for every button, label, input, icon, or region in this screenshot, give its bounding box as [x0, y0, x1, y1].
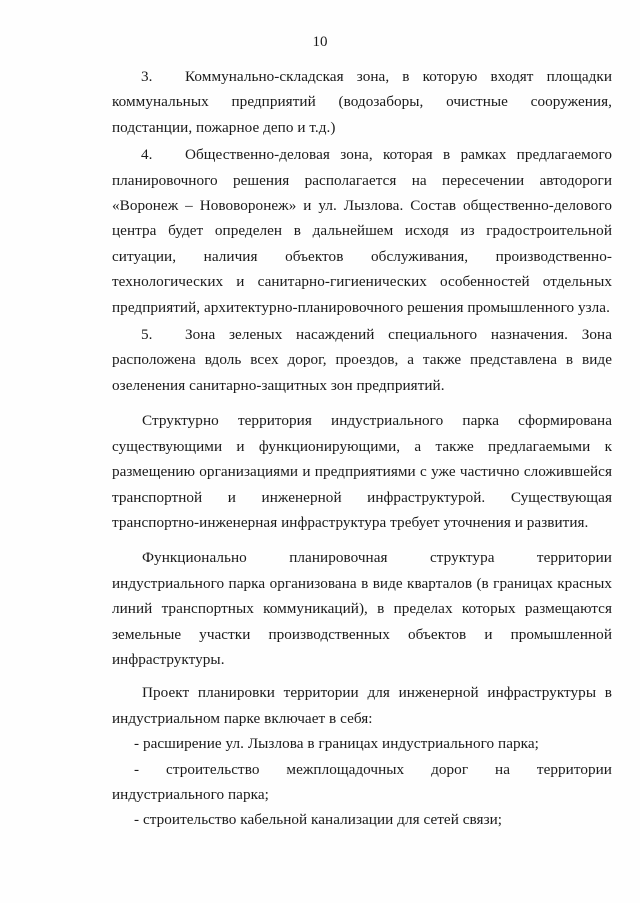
bullet-item: - строительство межплощадочных дорог на территории индустриального парка;	[112, 760, 612, 803]
paragraph-functional: Функционально планировочная структура территории индустриального парка организована в виде кварталов (в границах красных линий транспортных коммуникаций), в пределах которых размещаются земельные участки производственных объектов и промышленной инфраструктуры.	[112, 549, 612, 668]
bullet-item: - расширение ул. Лызлова в границах индустриального парка;	[134, 735, 539, 753]
list-item-number: 4.	[141, 146, 153, 164]
bullet-item: - строительство кабельной канализации для сетей связи;	[134, 811, 503, 829]
list-item	[112, 142, 612, 320]
list-item-number: 3.	[141, 68, 153, 85]
list-item	[112, 64, 612, 140]
list-item	[112, 322, 612, 398]
paragraph-project: Проект планировки территории для инженерной инфраструктуры в индустриальном парке включает в себя:	[112, 684, 612, 727]
paragraph-structure: Структурно территория индустриального парка сформирована существующими и функционирующими, а также предлагаемыми к размещению организациями и предприятиями с уже частично сложившейся транспортной и инженерной инфраструктурой. Существующая транспортно-инженерная инфраструктура требует уточнения и развития.	[112, 412, 612, 531]
list-item-number: 5.	[141, 326, 153, 344]
page-number: 10	[312, 34, 328, 50]
list-item-text: Общественно-деловая зона, которая в рамках предлагаемого планировочного решения располагается на пересечении автодороги «Воронеж – Нововоронеж» и ул. Лызлова. Состав общественно-делового центра будет определен в дальнейшем исходя из градостроительной ситуации, наличия объектов обслуживания, производственно-технологических и санитарно-гигиенических особенностей отдельных предприятий, архитектурно-планировочного решения промышленного узла.	[112, 146, 612, 316]
list-item-text: Зона зеленых насаждений специального назначения. Зона расположена вдоль всех дорог, проездов, а также представлена в виде озеленения санитарно-защитных зон предприятий.	[112, 326, 612, 394]
list-item-text: Коммунально-складская зона, в которую входят площадки коммунальных предприятий (водозаборы, очистные сооружения, подстанции, пожарное депо и т.д.)	[112, 68, 612, 136]
document-body	[112, 64, 612, 833]
